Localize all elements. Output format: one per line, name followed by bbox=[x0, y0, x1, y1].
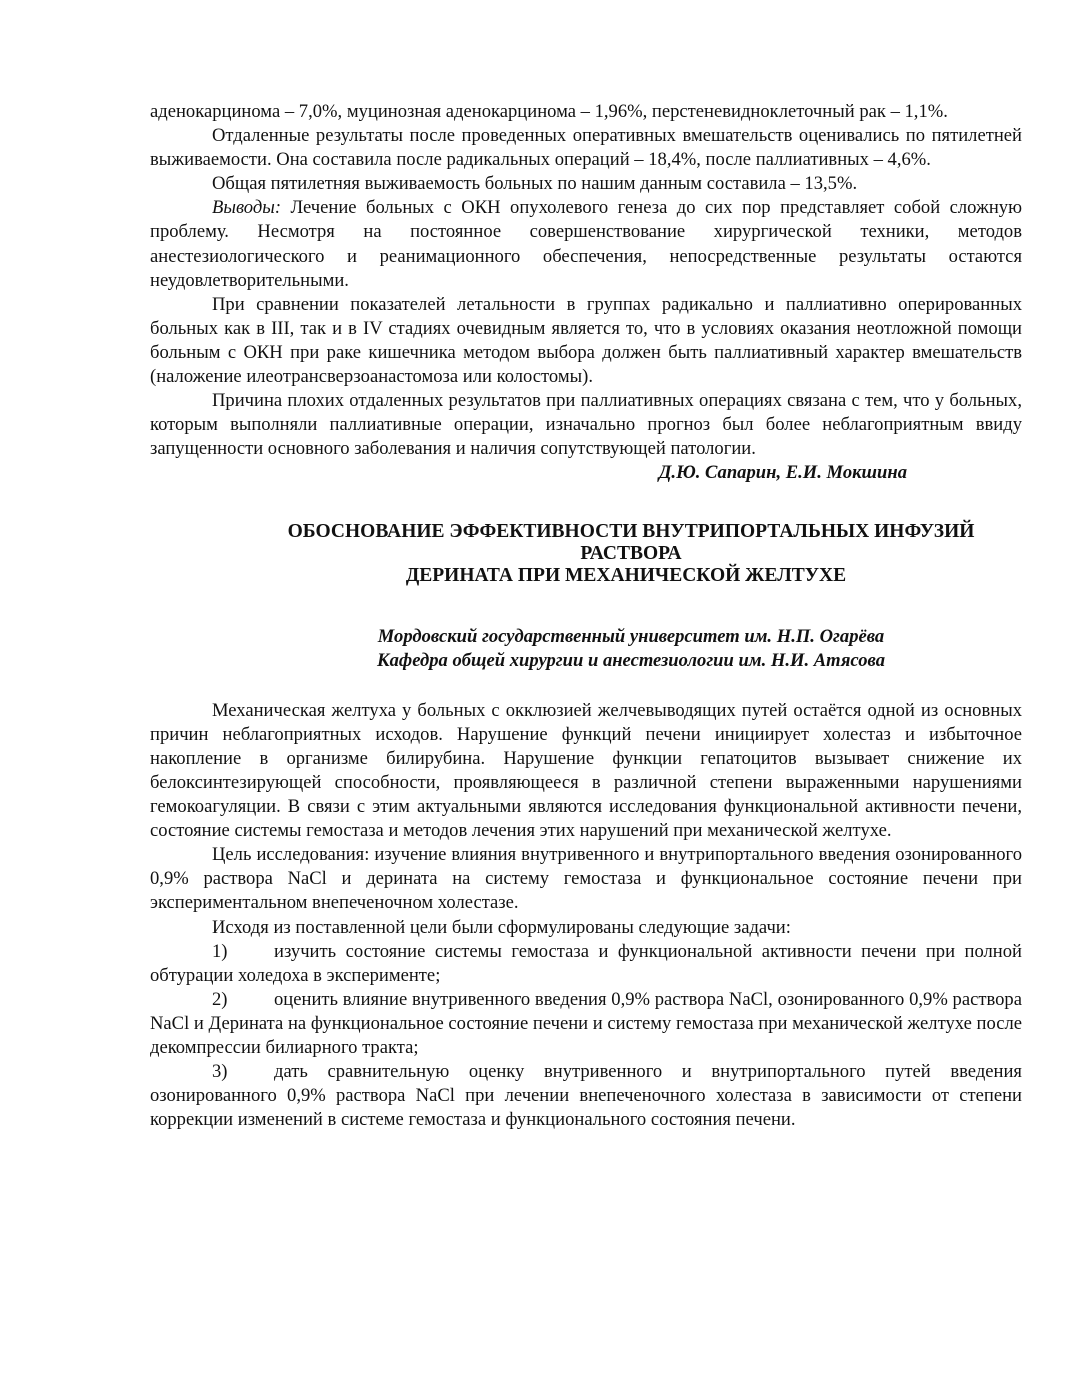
title-line: ДЕРИНАТА ПРИ МЕХАНИЧЕСКОЙ ЖЕЛТУХЕ bbox=[405, 564, 847, 586]
paragraph: Исходя из поставленной цели были сформулированы следующие задачи: bbox=[212, 916, 791, 938]
list-item-number: 2) bbox=[212, 988, 228, 1010]
list-item-text: дать сравнительную оценку внутривенного и внутрипортального путей введения озонированного 0,9% раствора NaCl при лечении внепеченочного холестаза в зависимости от степени коррекции изменений в системе гемостаза и функционального состояния печени. bbox=[150, 1061, 1022, 1131]
list-item-number: 3) bbox=[212, 1061, 228, 1083]
list-item-text: изучить состояние системы гемостаза и функциональной активности печени при полной обтурации холедоха в эксперименте; bbox=[150, 940, 1022, 986]
conclusions-label: Выводы: bbox=[212, 197, 282, 219]
affiliation bbox=[150, 625, 1022, 673]
list-item-number: 1) bbox=[212, 940, 228, 962]
paragraph: Общая пятилетняя выживаемость больных по нашим данным составила – 13,5%. bbox=[212, 173, 858, 195]
affiliation-department: Кафедра общей хирургии и анестезиологии им. Н.И. Атясова bbox=[376, 649, 885, 671]
list-item bbox=[150, 940, 1022, 988]
paragraph: аденокарцинома – 7,0%, муцинозная аденокарцинома – 1,96%, перстеневидноклеточный рак – 1,1%. bbox=[150, 101, 948, 122]
paragraph: Причина плохих отдаленных результатов при паллиативных операциях связана с тем, что у больных, которым выполняли паллиативные операции, изначально прогноз был более неблагоприятным ввиду запущенности основного заболевания и наличия сопутствующей патологии. bbox=[150, 390, 1022, 460]
title-line: ОБОСНОВАНИЕ ЭФФЕКТИВНОСТИ ВНУТРИПОРТАЛЬНЫХ ИНФУЗИЙ bbox=[287, 520, 975, 542]
list-item bbox=[150, 1060, 1022, 1132]
article-title bbox=[150, 521, 1022, 587]
conclusions-paragraph bbox=[150, 196, 1022, 292]
title-line: РАСТВОРА bbox=[580, 542, 682, 564]
affiliation-university: Мордовский государственный университет им. Н.П. Огарёва bbox=[377, 625, 885, 647]
list-item-text: оценить влияние внутривенного введения 0,9% раствора NaCl, озонированного 0,9% раствора NaCl и Дерината на функциональное состояние печени и систему гемостаза при механической желтухе после декомпрессии билиарного тракта; bbox=[150, 988, 1022, 1058]
conclusions-text: Лечение больных с ОКН опухолевого генеза до сих пор представляет собой сложную проблему. Несмотря на постоянное совершенствование хирургической техники, методов анестезиологического и реанимационного обеспечения, непосредственные результаты остаются неудовлетворительными. bbox=[150, 197, 1022, 291]
paragraph: Цель исследования: изучение влияния внутривенного и внутрипортального введения озонированного 0,9% раствора NaCl и дерината на систему гемостаза и функциональное состояние печени при экспериментальном внепеченочном холестазе. bbox=[150, 844, 1022, 914]
paragraph: Механическая желтуха у больных с окклюзией желчевыводящих путей остаётся одной из основных причин неблагоприятных исходов. Нарушение функций печени инициирует холестаз и избыточное накопление в организме билирубина. Нарушение функции гепатоцитов вызывает снижение их белоксинтезирующей способности, проявляющееся в различной степени выраженными нарушениями гемокоагуляции. В связи с этим актуальными являются исследования функциональной активности печени, состояние системы гемостаза и методов лечения этих нарушений при механической желтухе. bbox=[150, 699, 1022, 842]
paragraph: Отдаленные результаты после проведенных оперативных вмешательств оценивались по пятилетней выживаемости. Она составила после радикальных операций – 18,4%, после паллиативных – 4,6%. bbox=[150, 125, 1022, 171]
paragraph: При сравнении показателей летальности в группах радикально и паллиативно оперированных больных как в III, так и в IV стадиях очевидным является то, что в условиях оказания неотложной помощи больным с ОКН при раке кишечника методом выбора должен быть паллиативный характер вмешательств (наложение илеотрансверзоанастомоза или колостомы). bbox=[150, 293, 1022, 388]
article-body bbox=[150, 699, 1022, 1133]
document-page bbox=[150, 100, 1022, 1132]
authors: Д.Ю. Сапарин, Е.И. Мокшина bbox=[658, 462, 907, 484]
list-item bbox=[150, 988, 1022, 1060]
